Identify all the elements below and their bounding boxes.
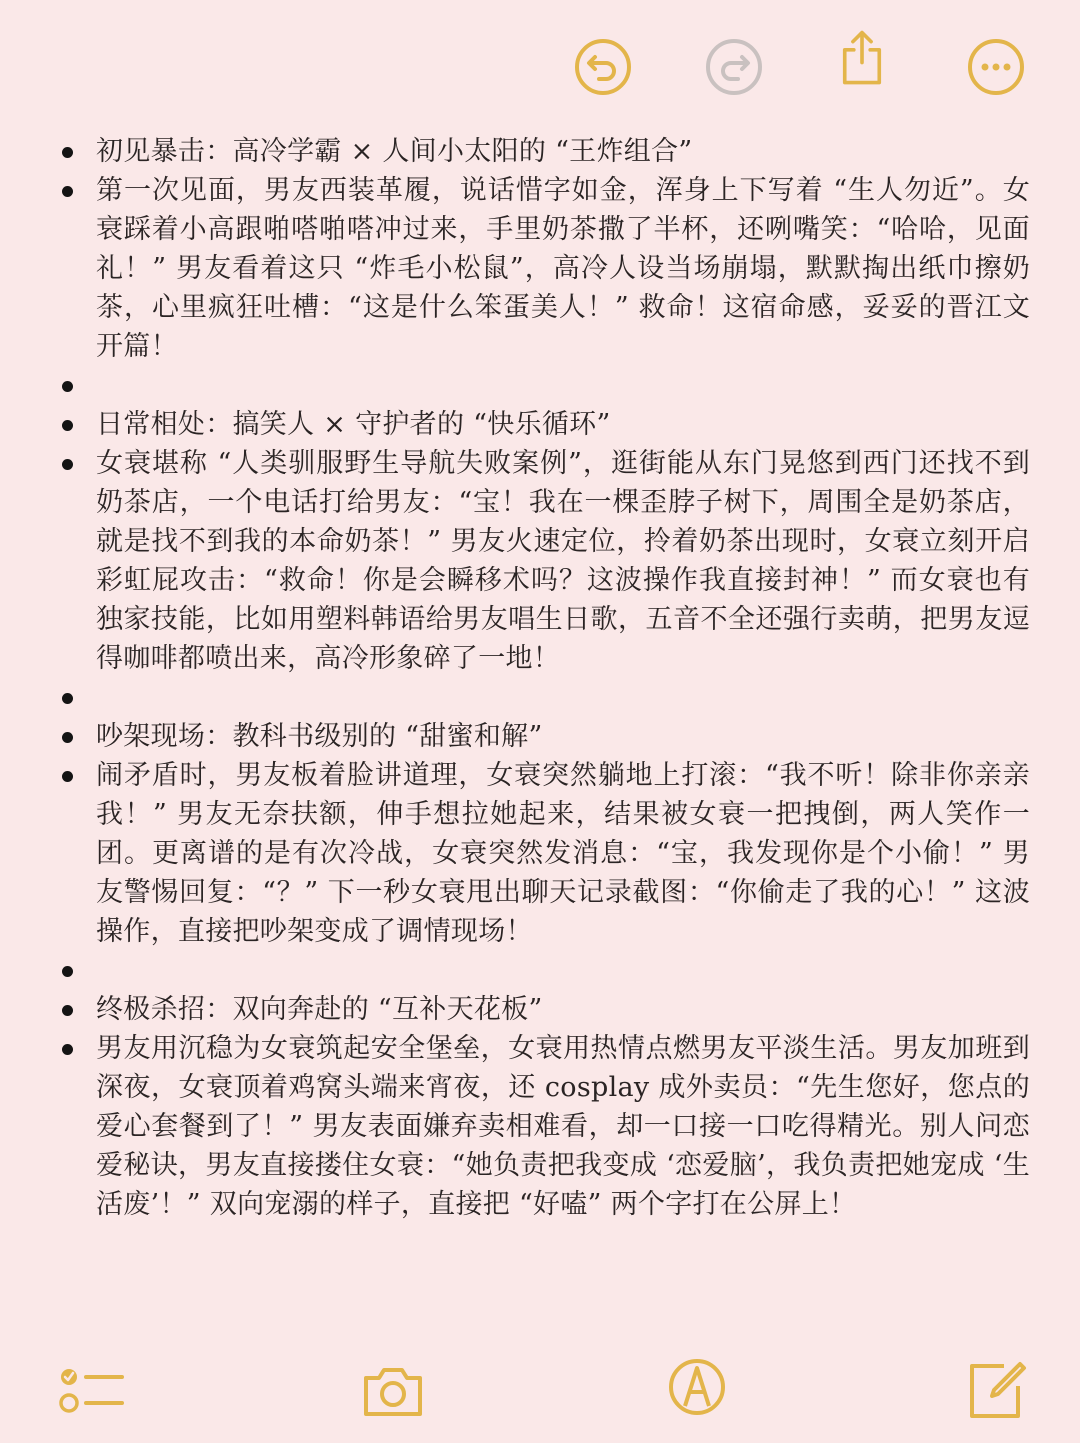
list-item (0, 951, 1080, 990)
undo-icon[interactable] (573, 37, 633, 97)
bullet-list (0, 132, 1080, 1224)
list-item (0, 990, 1080, 1029)
bullet-dot (62, 693, 73, 704)
list-item-text: 吵架现场：教科书级别的 “甜蜜和解” (96, 721, 543, 752)
bullet-dot (62, 732, 73, 743)
bullet-dot (62, 381, 73, 392)
bullet-dot (62, 1005, 73, 1016)
camera-icon[interactable] (360, 1358, 426, 1424)
list-item-text: 初见暴击：高冷学霸 × 人间小太阳的 “王炸组合” (96, 136, 693, 167)
top-toolbar (0, 0, 1080, 120)
more-icon[interactable] (966, 37, 1026, 97)
list-item-text: 第一次见面，男友西装革履，说话惜字如金，浑身上下写着 “生人勿近”。女衰踩着小高跟啪嗒啪嗒冲过来，手里奶茶撒了半杯，还咧嘴笑：“哈哈，见面礼！” 男友看着这只 “炸毛小松鼠”，高冷人设当场崩塌，默默掏出纸巾擦奶茶，心里疯狂吐槽：“这是什么笨蛋美人！” 救命！这宿命感，妥妥的晋江文开篇！ (96, 175, 1030, 362)
checklist-icon[interactable] (58, 1360, 124, 1426)
bullet-dot (62, 420, 73, 431)
compose-icon[interactable] (964, 1358, 1030, 1424)
list-item (0, 1029, 1080, 1224)
list-item-text: 日常相处：搞笑人 × 守护者的 “快乐循环” (96, 409, 611, 440)
list-item-text: 男友用沉稳为女衰筑起安全堡垒，女衰用热情点燃男友平淡生活。男友加班到深夜，女衰顶着鸡窝头端来宵夜，还 cosplay 成外卖员：“先生您好，您点的爱心套餐到了！” 男友表面嫌弃卖相难看，却一口接一口吃得精光。别人问恋爱秘诀，男友直接搂住女衰：“她负责把我变成 ‘恋爱脑’，我负责把她宠成 ‘生活废’！” 双向宠溺的样子，直接把 “好嗑” 两个字打在公屏上！ (96, 1033, 1030, 1220)
bullet-dot (62, 771, 73, 782)
bottom-toolbar (0, 1340, 1080, 1443)
note-body[interactable] (0, 132, 1080, 1224)
list-item (0, 366, 1080, 405)
list-item (0, 171, 1080, 366)
share-icon[interactable] (832, 28, 892, 88)
list-item (0, 678, 1080, 717)
list-item-text: 闹矛盾时，男友板着脸讲道理，女衰突然躺地上打滚：“我不听！除非你亲亲我！” 男友无奈扶额，伸手想拉她起来，结果被女衰一把拽倒，两人笑作一团。更离谱的是有次冷战，女衰突然发消息：“宝，我发现你是个小偷！” 男友警惕回复：“？” 下一秒女衰甩出聊天记录截图：“你偷走了我的心！” 这波操作，直接把吵架变成了调情现场！ (96, 760, 1030, 947)
markup-icon[interactable] (664, 1354, 730, 1420)
list-item-text: 终极杀招：双向奔赴的 “互补天花板” (96, 994, 543, 1025)
list-item (0, 132, 1080, 171)
redo-icon[interactable] (704, 37, 764, 97)
list-item-text: 女衰堪称 “人类驯服野生导航失败案例”，逛街能从东门晃悠到西门还找不到奶茶店，一个电话打给男友：“宝！我在一棵歪脖子树下，周围全是奶茶店，就是找不到我的本命奶茶！” 男友火速定位，拎着奶茶出现时，女衰立刻开启彩虹屁攻击：“救命！你是会瞬移术吗？这波操作我直接封神！” 而女衰也有独家技能，比如用塑料韩语给男友唱生日歌，五音不全还强行卖萌，把男友逗得咖啡都喷出来，高冷形象碎了一地！ (96, 448, 1030, 674)
bullet-dot (62, 147, 73, 158)
list-item (0, 756, 1080, 951)
bullet-dot (62, 966, 73, 977)
list-item (0, 444, 1080, 678)
bullet-dot (62, 186, 73, 197)
bullet-dot (62, 459, 73, 470)
bullet-dot (62, 1044, 73, 1055)
list-item (0, 717, 1080, 756)
list-item (0, 405, 1080, 444)
